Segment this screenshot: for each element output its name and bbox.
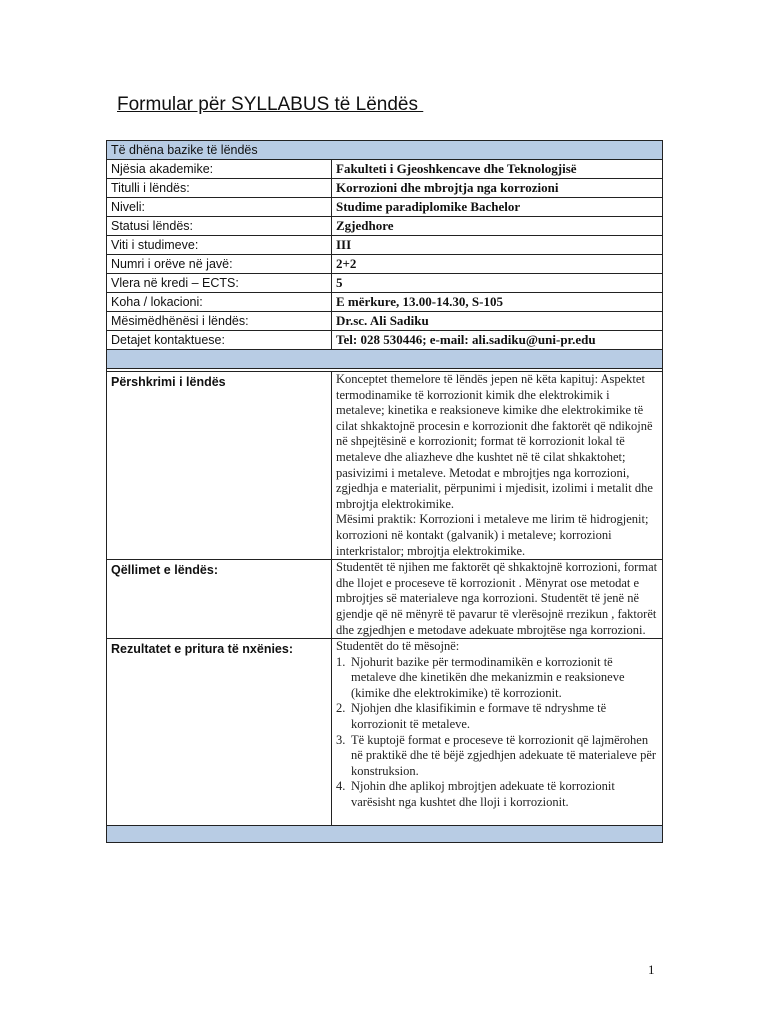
row-label: Vlera në kredi – ECTS: — [107, 274, 332, 293]
list-item — [336, 701, 658, 732]
row-label: Njësia akademike: — [107, 160, 332, 179]
table-row — [107, 179, 663, 198]
list-text: Njohurit bazike për termodinamikën e korrozionit të metaleve dhe kinetikën dhe mekanizmin e reaksioneve (kimike dhe elektrokimike) të korrozionit. — [351, 654, 625, 700]
list-item — [336, 779, 658, 810]
results-row — [107, 639, 663, 826]
row-value: Dr.sc. Ali Sadiku — [332, 312, 663, 331]
separator-band — [107, 350, 663, 369]
list-text: Të kuptojë format e proceseve të korrozionit që lajmërohen në praktikë dhe të bëjë zgjedhjen adekuate të materialeve për konstruksion. — [351, 732, 657, 778]
row-value: Zgjedhore — [332, 217, 663, 236]
list-text: Njohjen dhe klasifikimin e formave të ndryshme të korrozionit të metaleve. — [351, 701, 607, 732]
goals-text: Studentët të njihen me faktorët që shkaktojnë korrozioni, format dhe llojet e proceseve të korrozionit . Mënyrat ose metodat e mbrojtjes së materialeve nga korrozioni. Studentët të jenë në gjendje që në mënyrë të pavarur të vlerësojnë rrezikun , faktorët dhe zgjedhjen e metodave adekuate mbrojtëse nga korrozioni. — [332, 560, 663, 639]
table-row — [107, 198, 663, 217]
row-label: Viti i studimeve: — [107, 236, 332, 255]
separator-cell — [107, 350, 663, 369]
row-label: Statusi lëndës: — [107, 217, 332, 236]
description-row — [107, 372, 663, 560]
row-label: Koha / lokacioni: — [107, 293, 332, 312]
row-value: Tel: 028 530446; e-mail: ali.sadiku@uni-pr.edu — [332, 331, 663, 350]
row-label: Titulli i lëndës: — [107, 179, 332, 198]
table-row — [107, 274, 663, 293]
results-intro: Studentët do të mësojnë: — [336, 639, 460, 654]
list-number: 3. — [336, 732, 346, 747]
page-title: Formular për SYLLABUS të Lëndës — [117, 94, 424, 115]
goals-row — [107, 560, 663, 639]
row-label: Detajet kontaktuese: — [107, 331, 332, 350]
footer-band — [107, 825, 663, 842]
table-row — [107, 160, 663, 179]
table-header: Të dhëna bazike të lëndës — [107, 141, 663, 160]
table-row — [107, 331, 663, 350]
list-text: Njohin dhe aplikoj mbrojtjen adekuate të korrozionit varësisht nga kushtet dhe lloji i korrozionit. — [351, 779, 615, 810]
list-item — [336, 655, 658, 702]
row-label: Numri i orëve në javë: — [107, 255, 332, 274]
row-label: Mësimëdhënësi i lëndës: — [107, 312, 332, 331]
goals-label: Qëllimet e lëndës: — [107, 560, 332, 639]
list-number: 2. — [336, 701, 346, 716]
row-label: Niveli: — [107, 198, 332, 217]
footer-cell — [107, 825, 663, 842]
description-text: Konceptet themelore të lëndës jepen në këta kapituj: Aspektet termodinamike të korrozionit kimik dhe elektrokimik i metaleve; kinetika e reaksioneve kimike dhe elektrokimike të cilat shkaktojnë procesin e korrozionit dhe faktorët që ndikojnë në shpejtësinë e korrozionit; format të korrozionit lokal të metaleve dhe aliazheve dhe kushtet në të cilat shkaktohet; pasivizimi i metaleve. Metodat e mbrojtjes nga korrozioni, zgjedhja e materialit, përpunimi i mjedisit, izolimi i metalit dhe mbrojtja elektrokimike. — [336, 372, 653, 511]
row-value: Studime paradiplomike Bachelor — [332, 198, 663, 217]
page-number: 1 — [648, 962, 655, 977]
list-number: 4. — [336, 779, 346, 794]
row-value: 2+2 — [332, 255, 663, 274]
table-header-row — [107, 141, 663, 160]
syllabus-table — [106, 140, 663, 843]
table-row — [107, 236, 663, 255]
table-row — [107, 255, 663, 274]
list-number: 1. — [336, 654, 346, 669]
results-list — [336, 655, 658, 811]
list-item — [336, 733, 658, 780]
description-label: Përshkrimi i lëndës — [107, 372, 332, 560]
row-value: 5 — [332, 274, 663, 293]
row-value: Fakulteti i Gjeoshkencave dhe Teknologjisë — [332, 160, 663, 179]
results-label: Rezultatet e pritura të nxënies: — [107, 639, 332, 826]
row-value: Korrozioni dhe mbrojtja nga korrozioni — [332, 179, 663, 198]
table-row — [107, 293, 663, 312]
results-cell — [332, 639, 663, 826]
table-row — [107, 312, 663, 331]
row-value: E mërkure, 13.00-14.30, S-105 — [332, 293, 663, 312]
row-value: III — [332, 236, 663, 255]
description-cell — [332, 372, 663, 560]
table-row — [107, 217, 663, 236]
description-practical-text: Mësimi praktik: Korrozioni i metaleve me lirim të hidrogjenit; korrozioni në kontakt (galvanik) i metaleve; korrozioni interkristalor; mbrojtja elektrokimike. — [336, 512, 649, 558]
